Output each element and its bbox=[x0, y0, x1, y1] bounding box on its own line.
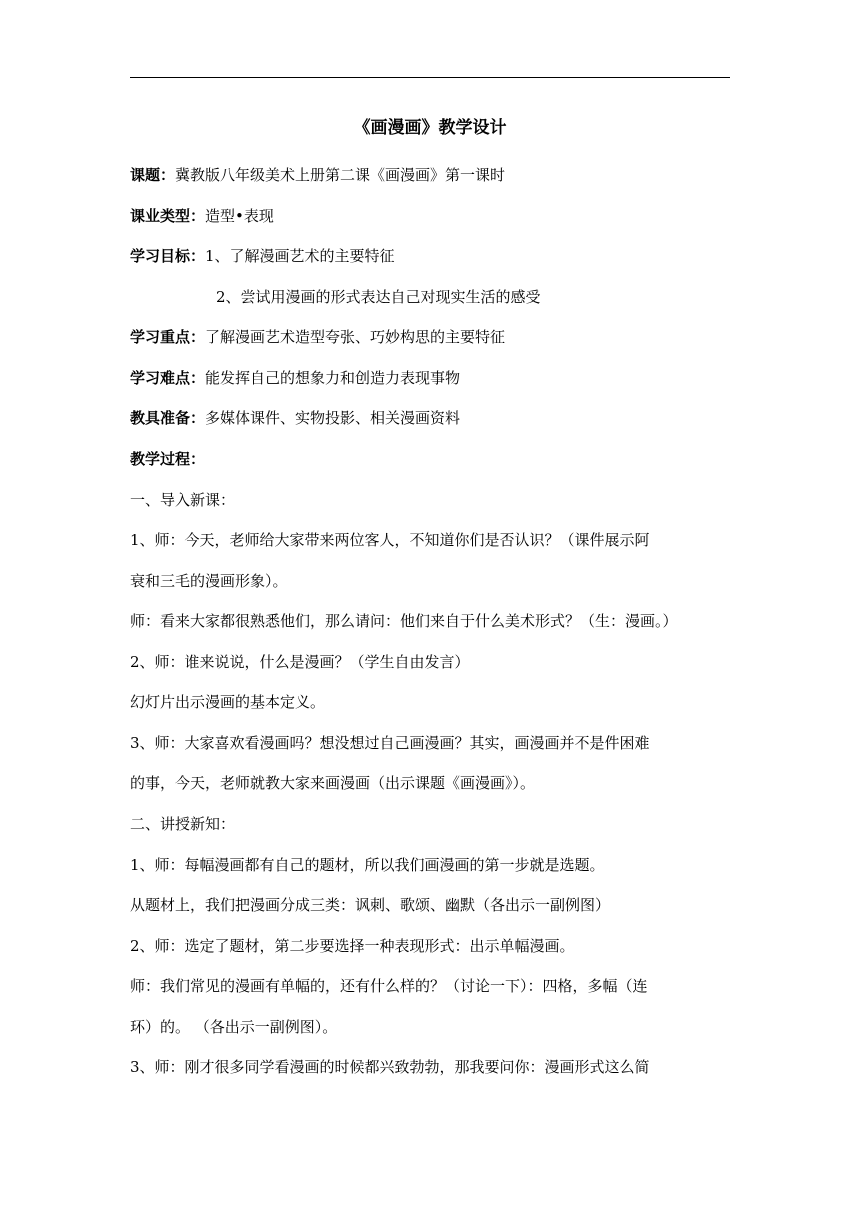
difficulty-label: 学习难点： bbox=[130, 369, 206, 387]
section-1-paragraph-2: 师：看来大家都很熟悉他们，那么请问：他们来自于什么美术形式？（生：漫画。） bbox=[130, 612, 678, 630]
section-1-paragraph-5-line-2: 的事，今天，老师就教大家来画漫画（出示课题《画漫画》）。 bbox=[130, 774, 536, 792]
focus-line bbox=[130, 325, 740, 349]
section-2-paragraph-5: 3、师：刚才很多同学看漫画的时候都兴致勃勃，那我要问你：漫画形式这么简 bbox=[130, 1058, 650, 1076]
document-title: 《画漫画》教学设计 bbox=[353, 118, 507, 138]
section-2-paragraph-2: 从题材上，我们把漫画分成三类：讽刺、歌颂、幽默（各出示一副例图） bbox=[130, 896, 611, 914]
focus-label: 学习重点： bbox=[130, 328, 206, 346]
tools-label: 教具准备： bbox=[130, 409, 206, 427]
section-1-paragraph-1-line-1: 1、师：今天，老师给大家带来两位客人，不知道你们是否认识？（课件展示阿 bbox=[130, 531, 650, 549]
difficulty-value: 能发挥自己的想象力和创造力表现事物 bbox=[205, 369, 461, 387]
goals-line bbox=[130, 244, 740, 268]
section-1-paragraph-3: 2、师：谁来说说，什么是漫画？（学生自由发言） bbox=[130, 653, 470, 671]
difficulty-line bbox=[130, 366, 740, 390]
course-value: 冀教版八年级美术上册第二课《画漫画》第一课时 bbox=[175, 166, 506, 184]
goals-label: 学习目标： bbox=[130, 247, 206, 265]
tools-value: 多媒体课件、实物投影、相关漫画资料 bbox=[205, 409, 461, 427]
goal-2: 2、尝试用漫画的形式表达自己对现实生活的感受 bbox=[216, 288, 541, 306]
section-1-paragraph-1-line-2: 衰和三毛的漫画形象）。 bbox=[130, 572, 288, 590]
process-line bbox=[130, 447, 740, 471]
type-label: 课业类型： bbox=[130, 207, 206, 225]
type-value: 造型•表现 bbox=[205, 207, 274, 225]
course-line bbox=[130, 163, 740, 187]
section-1-heading: 一、导入新课： bbox=[130, 491, 236, 509]
section-2-paragraph-4-line-2: 环）的。 （各出示一副例图）。 bbox=[130, 1018, 338, 1036]
section-2-paragraph-4-line-1: 师：我们常见的漫画有单幅的，还有什么样的？（讨论一下）：四格，多幅（连 bbox=[130, 977, 648, 995]
section-1-paragraph-5-line-1: 3、师：大家喜欢看漫画吗？想没想过自己画漫画？其实，画漫画并不是件困难 bbox=[130, 734, 650, 752]
type-line bbox=[130, 204, 740, 228]
process-label: 教学过程： bbox=[130, 450, 206, 468]
section-2-paragraph-1: 1、师：每幅漫画都有自己的题材，所以我们画漫画的第一步就是选题。 bbox=[130, 856, 605, 874]
tools-line bbox=[130, 406, 740, 430]
section-2-paragraph-3: 2、师：选定了题材，第二步要选择一种表现形式：出示单幅漫画。 bbox=[130, 937, 575, 955]
goal-1: 1、了解漫画艺术的主要特征 bbox=[205, 247, 395, 265]
goal-2-line bbox=[216, 285, 826, 309]
focus-value: 了解漫画艺术造型夸张、巧妙构思的主要特征 bbox=[205, 328, 506, 346]
section-1-paragraph-4: 幻灯片出示漫画的基本定义。 bbox=[130, 693, 326, 711]
section-2-heading: 二、讲授新知： bbox=[130, 815, 236, 833]
header-rule bbox=[130, 77, 730, 78]
course-label: 课题： bbox=[130, 166, 176, 184]
